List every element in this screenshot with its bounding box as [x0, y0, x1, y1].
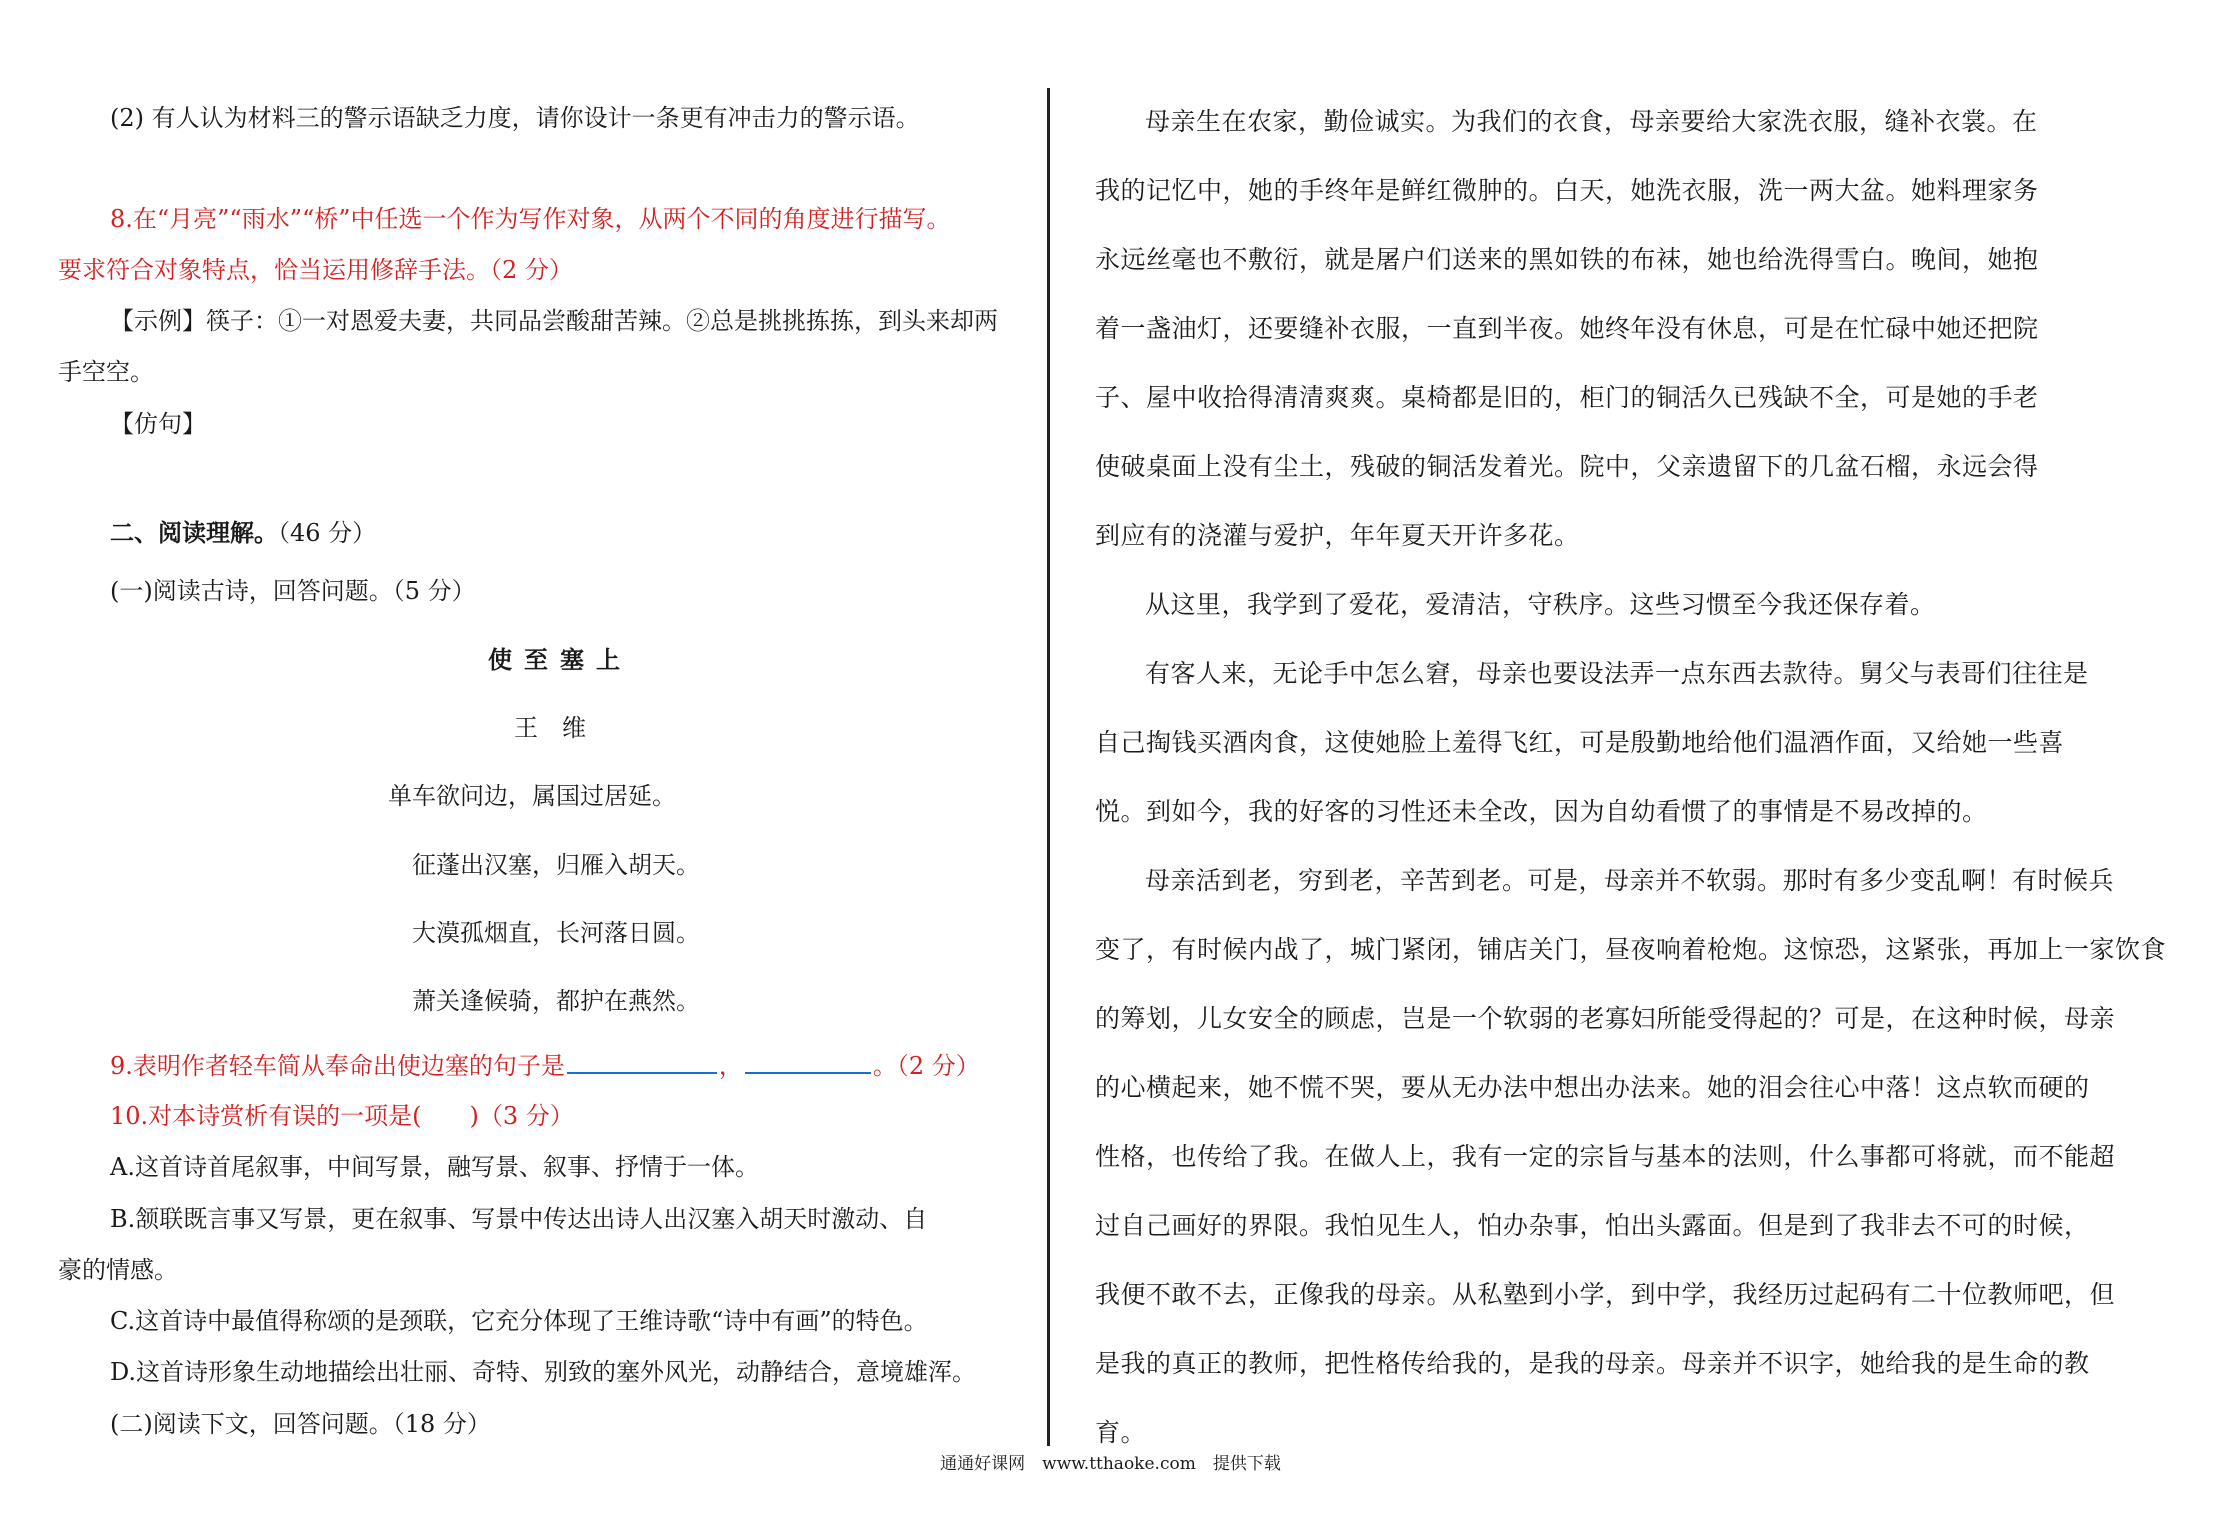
part-2-heading: (二)阅读下文，回答问题。（18 分） [110, 1410, 491, 1438]
poem-line-4: 萧关逢候骑，都护在燕然。 [412, 987, 700, 1015]
passage-line: 有客人来，无论手中怎么窘，母亲也要设法弄一点东西去款待。舅父与表哥们往往是 [1145, 659, 2089, 688]
passage-line: 变了，有时候内战了，城门紧闭，铺店关门，昼夜响着枪炮。这惊恐，这紧张，再加上一家饮食 [1095, 935, 2167, 964]
question-8-line2: 要求符合对象特点，恰当运用修辞手法。（2 分） [58, 256, 573, 284]
section-2-heading [110, 518, 376, 548]
question-8-line1: 8.在“月亮”“雨水”“桥”中任选一个作为写作对象，从两个不同的角度进行描写。 [110, 205, 951, 233]
question-9-prefix: 9.表明作者轻车简从奉命出使边塞的句子是 [110, 1052, 565, 1080]
passage-line: 是我的真正的教师，把性格传给我的，是我的母亲。母亲并不识字，她给我的是生命的教 [1095, 1349, 2090, 1378]
question-9-separator: ， [718, 1052, 743, 1080]
question-7-2: (2) 有人认为材料三的警示语缺乏力度，请你设计一条更有冲击力的警示语。 [110, 104, 920, 132]
option-b-line2: 豪的情感。 [58, 1256, 178, 1284]
passage-line: 从这里，我学到了爱花，爱清洁，守秩序。这些习惯至今我还保存着。 [1145, 590, 1936, 619]
passage-line: 悦。到如今，我的好客的习性还未全改，因为自幼看惯了的事情是不易改掉的。 [1095, 797, 1988, 826]
passage-line: 的筹划，儿女安全的顾虑，岂是一个软弱的老寡妇所能受得起的？可是，在这种时候，母亲 [1095, 1004, 2116, 1033]
example-line1: 【示例】筷子：①一对恩爱夫妻，共同品尝酸甜苦辣。②总是挑挑拣拣，到头来却两 [110, 307, 998, 335]
poem-line-3: 大漠孤烟直，长河落日圆。 [412, 919, 700, 947]
passage-line: 使破桌面上没有尘土，残破的铜活发着光。院中，父亲遗留下的几盆石榴，永远会得 [1095, 452, 2039, 481]
poem-line-2: 征蓬出汉塞，归雁入胡天。 [412, 851, 700, 879]
passage-line: 永远丝毫也不敷衍，就是屠户们送来的黑如铁的布袜，她也给洗得雪白。晚间，她抱 [1095, 245, 2039, 274]
answer-blank-2[interactable] [745, 1050, 871, 1074]
example-line2: 手空空。 [58, 358, 154, 386]
question-10-stem: 10.对本诗赏析有误的一项是( )（3 分） [110, 1102, 574, 1130]
passage-line: 我的记忆中，她的手终年是鲜红微肿的。白天，她洗衣服，洗一两大盆。她料理家务 [1095, 176, 2039, 205]
column-divider [1047, 88, 1050, 1446]
passage-line: 育。 [1095, 1418, 1147, 1447]
option-a: A.这首诗首尾叙事，中间写景，融写景、叙事、抒情于一体。 [110, 1153, 759, 1181]
section-2-score: （46 分） [278, 519, 377, 547]
section-2-title: 二、阅读理解。 [110, 518, 278, 547]
poem-line-1: 单车欲问边，属国过居延。 [388, 782, 676, 810]
passage-line: 我便不敢不去，正像我的母亲。从私塾到小学，到中学，我经历过起码有二十位教师吧，但 [1095, 1280, 2116, 1309]
part-1-heading: (一)阅读古诗，回答问题。（5 分） [110, 577, 476, 605]
passage-line: 母亲活到老，穷到老，辛苦到老。可是，母亲并不软弱。那时有多少变乱啊！有时候兵 [1145, 866, 2115, 895]
question-9 [110, 1050, 980, 1081]
poem-title: 使至塞上 [488, 646, 632, 674]
option-b-line1: B.颔联既言事又写景，更在叙事、写景中传达出诗人出汉塞入胡天时激动、自 [110, 1205, 928, 1233]
poem-author: 王 维 [514, 714, 586, 742]
passage-line: 过自己画好的界限。我怕见生人，怕办杂事，怕出头露面。但是到了我非去不可的时候， [1095, 1211, 2090, 1240]
passage-line: 着一盏油灯，还要缝补衣服，一直到半夜。她终年没有休息，可是在忙碌中她还把院 [1095, 314, 2039, 343]
option-c: C.这首诗中最值得称颂的是颈联，它充分体现了王维诗歌“诗中有画”的特色。 [110, 1307, 928, 1335]
passage-line: 性格，也传给了我。在做人上，我有一定的宗旨与基本的法则，什么事都可将就，而不能超 [1095, 1142, 2116, 1171]
passage-line: 自己掏钱买酒肉食，这使她脸上羞得飞红，可是殷勤地给他们温酒作面，又给她一些喜 [1095, 728, 2065, 757]
passage-line: 的心横起来，她不慌不哭，要从无办法中想出办法来。她的泪会往心中落！这点软而硬的 [1095, 1073, 2090, 1102]
option-d: D.这首诗形象生动地描绘出壮丽、奇特、别致的塞外风光，动静结合，意境雄浑。 [110, 1358, 977, 1386]
question-9-suffix: 。（2 分） [872, 1052, 980, 1080]
passage-line: 子、屋中收拾得清清爽爽。桌椅都是旧的，柜门的铜活久已残缺不全，可是她的手老 [1095, 383, 2039, 412]
imitate-label: 【仿句】 [110, 410, 206, 438]
passage-line: 母亲生在农家，勤俭诚实。为我们的衣食，母亲要给大家洗衣服，缝补衣裳。在 [1145, 107, 2038, 136]
passage-line: 到应有的浇灌与爱护，年年夏天开许多花。 [1095, 521, 1580, 550]
answer-blank-1[interactable] [567, 1050, 717, 1074]
footer-source: 通通好课网 www.tthaoke.com 提供下载 [940, 1454, 1281, 1474]
